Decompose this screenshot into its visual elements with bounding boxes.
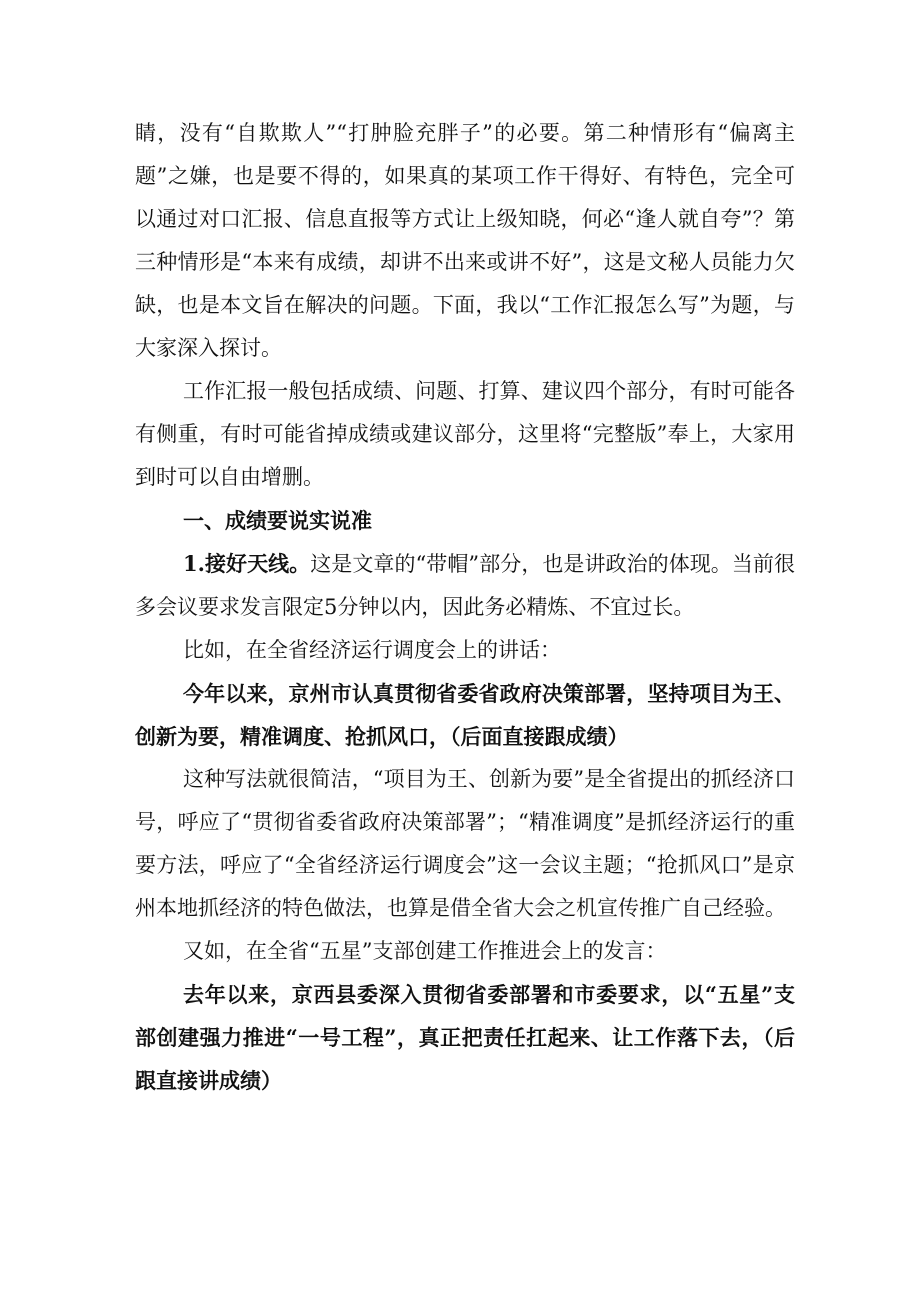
example-quote-1: 今年以来，京州市认真贯彻省委省政府决策部署，坚持项目为王、创新为要，精准调度、抢抓风口，（后面直接跟成绩） — [135, 681, 795, 749]
paragraph-example-intro-2: 又如，在全省“五星”支部创建工作推进会上的发言： — [183, 939, 667, 963]
point-lead: 1.接好天线。 — [183, 551, 311, 576]
point-body: 这是文章的“带帽”部分，也是讲政治的体现。当前很多会议要求发言限定5分钟以内，因此务必精炼、不宜过长。 — [135, 552, 795, 619]
paragraph-point-1 — [135, 542, 795, 629]
paragraph-example-intro-1: 比如，在全省经济运行调度会上的讲话： — [183, 638, 561, 662]
paragraph-analysis: 这种写法就很简洁，“项目为王、创新为要”是全省提出的抓经济口号，呼应了“贯彻省委省政府决策部署”；“精准调度”是抓经济运行的重要方法，呼应了“全省经济运行调度会”这一会议主题；“抢抓风口”是京州本地抓经济的特色做法，也算是借全省大会之机宣传推广自己经验。 — [135, 767, 795, 920]
paragraph-report-structure: 工作汇报一般包括成绩、问题、打算、建议四个部分，有时可能各有侧重，有时可能省掉成绩或建议部分，这里将“完整版”奉上，大家用到时可以自由增删。 — [135, 379, 795, 489]
section-heading: 一、成绩要说实说准 — [183, 508, 372, 533]
paragraph-continuation: 睛，没有“自欺欺人”“打肿脸充胖子”的必要。第二种情形有“偏离主题”之嫌，也是要不得的，如果真的某项工作干得好、有特色，完全可以通过对口汇报、信息直报等方式让上级知晓，何必“逢人就自夸”？第三种情形是“本来有成绩，却讲不出来或讲不好”，这是文秘人员能力欠缺，也是本文旨在解决的问题。下面，我以“工作汇报怎么写”为题，与大家深入探讨。 — [135, 121, 795, 360]
document-page — [135, 112, 795, 1102]
example-quote-2: 去年以来，京西县委深入贯彻省委部署和市委要求，以“五星”支部创建强力推进“一号工程”，真正把责任扛起来、让工作落下去，（后跟直接讲成绩） — [135, 982, 795, 1093]
